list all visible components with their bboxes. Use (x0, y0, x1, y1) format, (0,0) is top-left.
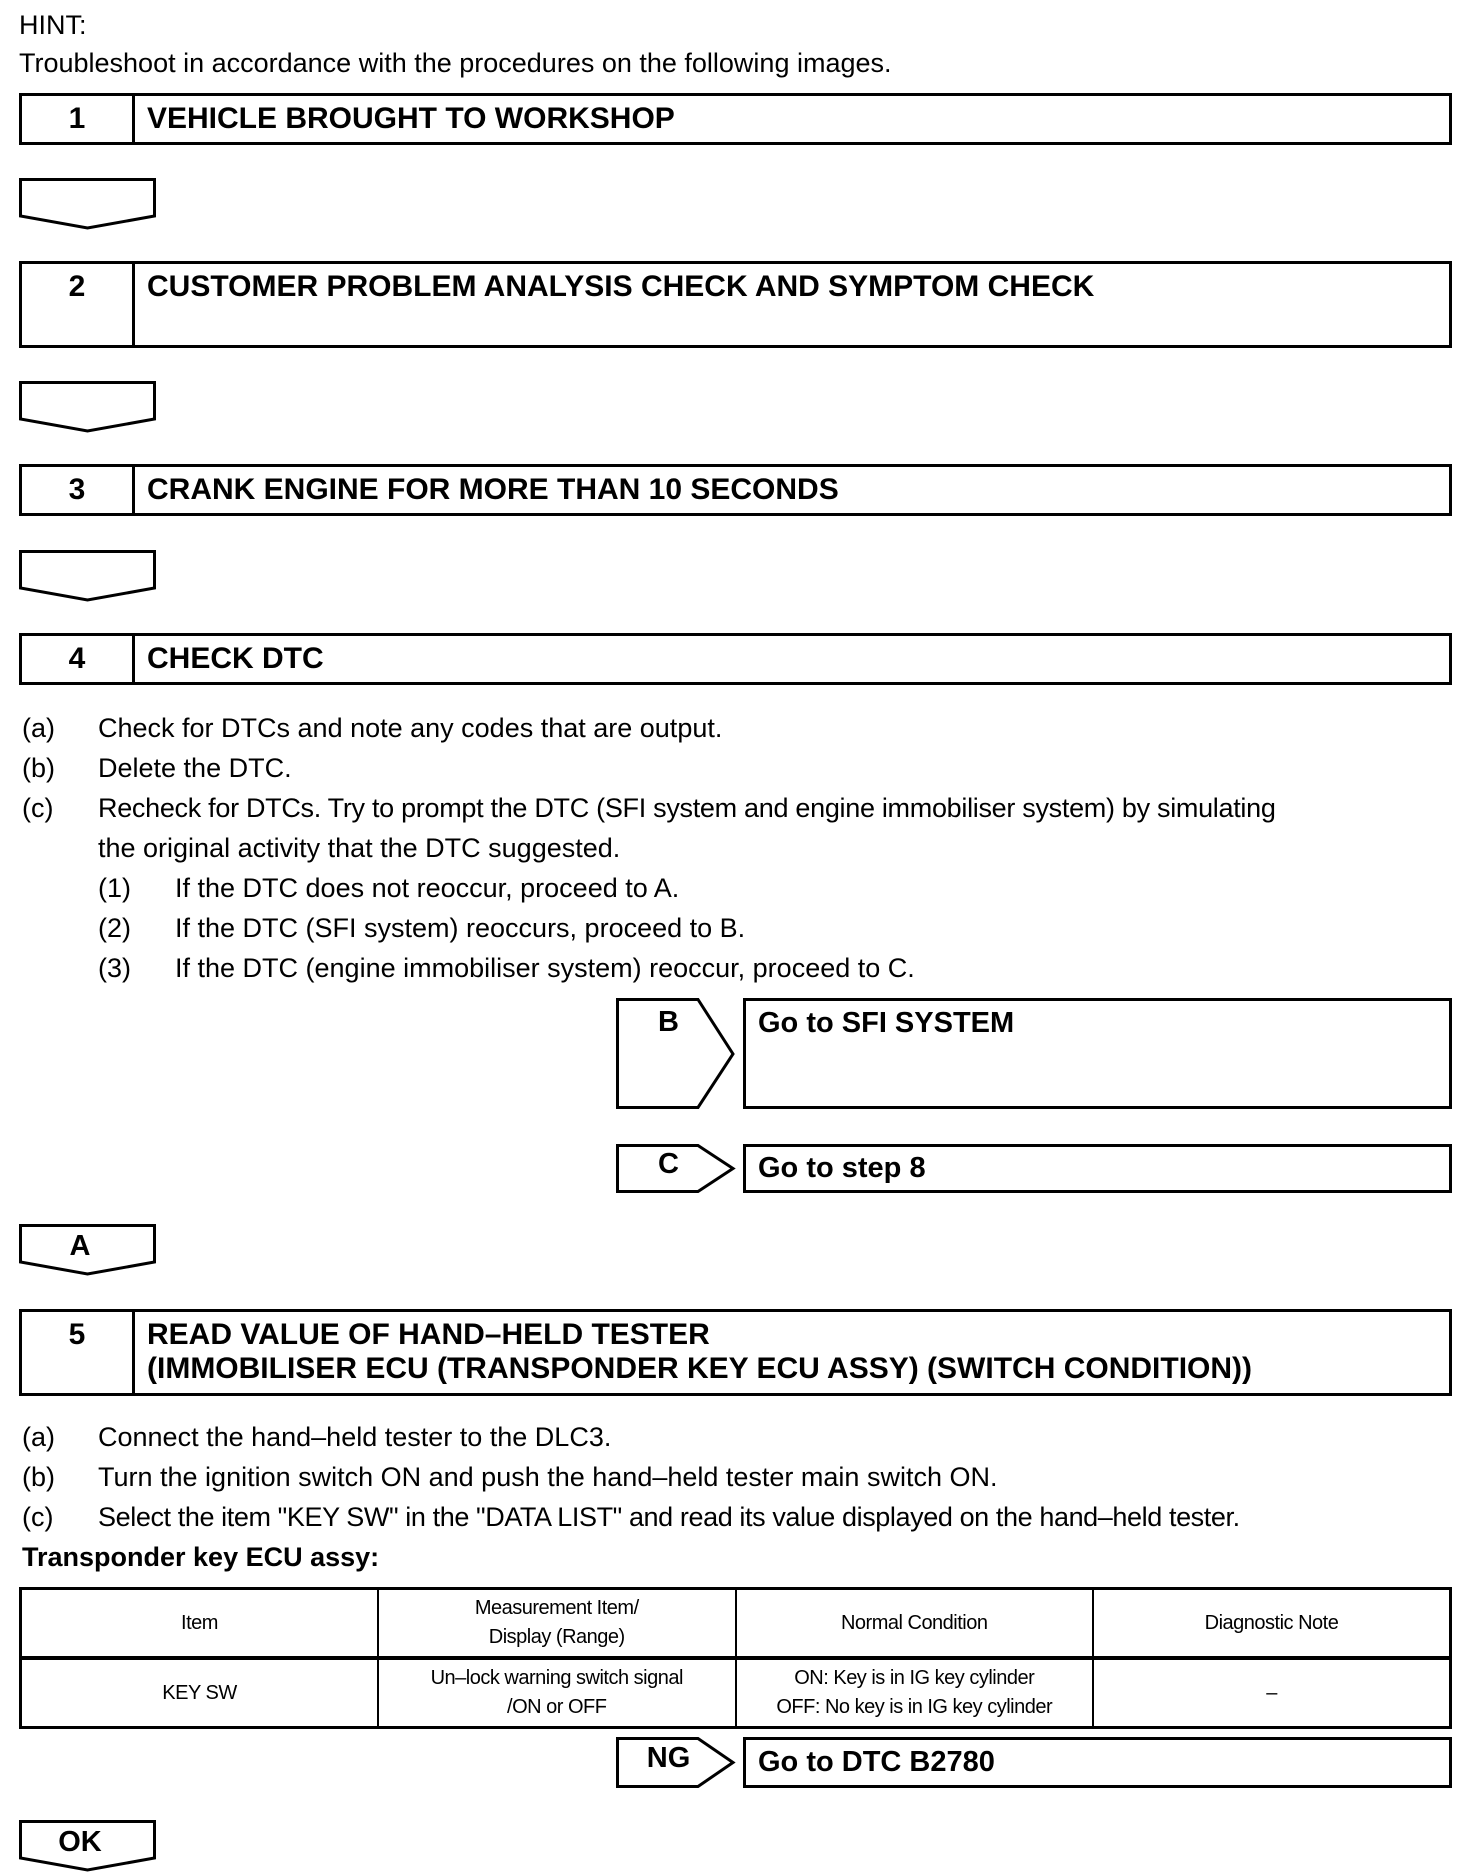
step-5-box (19, 1309, 1452, 1396)
cell-line: OFF: No key is in IG key cylinder (776, 1696, 1053, 1718)
step-number: 5 (22, 1312, 135, 1393)
next-arrow[interactable] (19, 550, 156, 600)
header-cell: Item (21, 1589, 379, 1659)
step-number: 4 (22, 636, 135, 682)
next-arrow[interactable] (19, 178, 156, 228)
table-title: Transponder key ECU assy: (22, 1542, 380, 1572)
list-label: (a) (22, 1422, 55, 1452)
step-title: VEHICLE BROUGHT TO WORKSHOP (147, 102, 675, 135)
branch-c[interactable] (616, 1144, 1452, 1193)
branch-ok-arrow[interactable] (19, 1820, 156, 1870)
list-item: Select the item "KEY SW" in the "DATA LIST" and read its value displayed on the hand–held tester. (98, 1502, 1240, 1532)
branch-ng[interactable] (616, 1737, 1452, 1788)
table-header-row (21, 1589, 1451, 1659)
step-title (135, 1312, 1252, 1393)
sub-label: (2) (98, 913, 131, 943)
branch-destination[interactable]: Go to step 8 (743, 1144, 1452, 1193)
next-arrow[interactable] (19, 381, 156, 431)
step-number: 1 (22, 96, 135, 142)
table-cell (378, 1658, 736, 1728)
header-line: Display (Range) (488, 1626, 625, 1648)
step-title: CHECK DTC (147, 642, 324, 675)
table-cell: – (1093, 1658, 1451, 1728)
step-title-line1: READ VALUE OF HAND–HELD TESTER (147, 1318, 710, 1351)
step-3-box (19, 464, 1452, 516)
branch-a-arrow[interactable] (19, 1224, 156, 1274)
sub-label: (1) (98, 873, 131, 903)
list-label: (b) (22, 753, 55, 783)
step-number: 3 (22, 467, 135, 513)
list-item: Recheck for DTCs. Try to prompt the DTC (SFI system and engine immobiliser system) by simulating (98, 793, 1276, 823)
header-cell (378, 1589, 736, 1659)
cell-line: ON: Key is in IG key cylinder (794, 1667, 1035, 1689)
cell-line: Un–lock warning switch signal (430, 1667, 683, 1689)
list-label: (b) (22, 1462, 55, 1492)
branch-b[interactable] (616, 998, 1452, 1109)
down-arrow-icon (19, 381, 156, 433)
branch-label: OK (58, 1826, 102, 1858)
list-item-cont: the original activity that the DTC suggested. (98, 833, 621, 863)
cell-line: /ON or OFF (507, 1696, 607, 1718)
hint-label: HINT: (19, 10, 87, 40)
header-line: Measurement Item/ (474, 1597, 639, 1619)
sub-label: (3) (98, 953, 131, 983)
step-4-box (19, 633, 1452, 685)
list-label: (c) (22, 793, 54, 823)
list-item: Delete the DTC. (98, 753, 292, 783)
sub-item: If the DTC (SFI system) reoccurs, proceed to B. (175, 913, 746, 943)
table-cell (736, 1658, 1094, 1728)
branch-label: NG (646, 1742, 691, 1774)
step-number: 2 (22, 264, 135, 345)
branch-destination[interactable]: Go to SFI SYSTEM (743, 998, 1452, 1109)
step-2-box (19, 261, 1452, 348)
list-item: Check for DTCs and note any codes that are output. (98, 713, 723, 743)
data-list-table (19, 1587, 1452, 1729)
header-cell: Diagnostic Note (1093, 1589, 1451, 1659)
branch-label: B (658, 1006, 679, 1038)
list-item: Turn the ignition switch ON and push the hand–held tester main switch ON. (98, 1462, 998, 1492)
down-arrow-icon (19, 550, 156, 602)
list-label: (c) (22, 1502, 54, 1532)
branch-label: C (658, 1148, 679, 1180)
step-1-box (19, 93, 1452, 145)
sub-item: If the DTC (engine immobiliser system) reoccur, proceed to C. (175, 953, 915, 983)
list-item: Connect the hand–held tester to the DLC3. (98, 1422, 612, 1452)
step-title-line2: (IMMOBILISER ECU (TRANSPONDER KEY ECU ASSY) (SWITCH CONDITION)) (147, 1352, 1253, 1385)
header-cell: Normal Condition (736, 1589, 1094, 1659)
step-title: CUSTOMER PROBLEM ANALYSIS CHECK AND SYMPTOM CHECK (147, 270, 1095, 303)
down-arrow-icon (19, 178, 156, 230)
hint-text: Troubleshoot in accordance with the procedures on the following images. (19, 48, 892, 78)
branch-destination[interactable]: Go to DTC B2780 (743, 1737, 1452, 1788)
table-row (21, 1658, 1451, 1728)
sub-item: If the DTC does not reoccur, proceed to A. (175, 873, 680, 903)
branch-label: A (69, 1230, 91, 1262)
list-label: (a) (22, 713, 55, 743)
step-title: CRANK ENGINE FOR MORE THAN 10 SECONDS (147, 473, 839, 506)
table-cell: KEY SW (21, 1658, 379, 1728)
